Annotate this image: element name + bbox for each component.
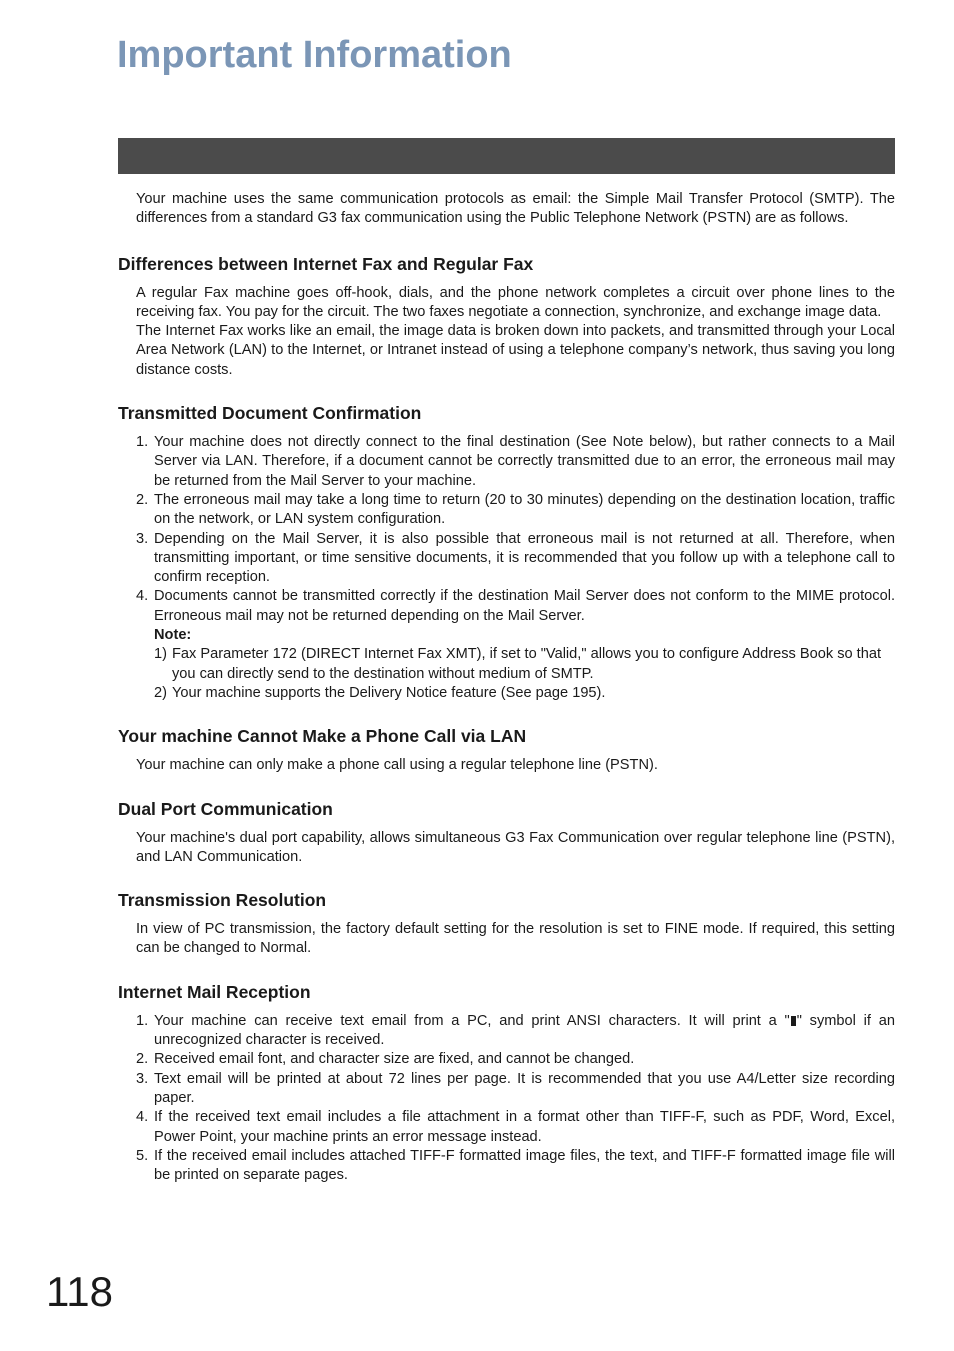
list-text: " symbol if an unrecognized character is received. [154,1012,895,1049]
list-text: Depending on the Mail Server, it is also possible that erroneous mail is not returned at all. Therefore, when transmitting important, or time sensitive documents, it is recommended that you follow up with a telephone call to confirm reception. [154,530,895,586]
section-no-phone [118,725,895,775]
list-number: 3. [136,530,149,547]
section-heading: Transmitted Document Confirmation [118,403,422,424]
list-item [136,1050,895,1069]
section-title-bar [118,138,895,174]
note-text: Your machine supports the Delivery Notice feature (See page 195). [172,684,606,701]
list-text: Received email font, and character size are fixed, and cannot be changed. [154,1051,635,1068]
section-confirmation [118,402,895,703]
list-item [136,1147,895,1186]
note-number: 2) [154,684,167,701]
section-differences [118,253,895,380]
list-text: If the received text email includes a file attachment in a format other than TIFF-F, such as PDF, Word, Excel, Power Point, your machine prints an error message instead. [154,1109,895,1145]
page-number: 118 [46,1268,113,1315]
list-text: Documents cannot be transmitted correctly if the destination Mail Server does not conform to the MIME protocol. Erroneous mail may not be returned depending on the Mail Server. [154,588,895,624]
list-text: The erroneous mail may take a long time to return (20 to 30 minutes) depending on the destination location, traffic on the network, or LAN system configuration. [154,491,895,528]
note-label: Note: [154,627,192,644]
note-item [154,645,895,684]
list-item [136,433,895,491]
list-number: 5. [136,1147,149,1164]
section-heading: Differences between Internet Fax and Regular Fax [118,253,534,274]
paragraph: Your machine can only make a phone call using a regular telephone line (PSTN). [136,757,658,774]
section-reception [118,981,895,1186]
list-item [136,491,895,530]
list-item [136,1012,895,1051]
list-text: If the received email includes attached TIFF-F formatted image files, the text, and TIFF-F formatted image file will be printed on separate pages. [154,1147,895,1184]
note-list [154,645,895,703]
list-item [136,587,895,703]
note-number: 1) [154,646,167,663]
list-number: 4. [136,588,149,605]
list-text: Text email will be printed at about 72 lines per page. It is recommended that you use A4/Letter size recording paper. [154,1070,895,1106]
section-dual-port [118,798,895,868]
paragraph: The Internet Fax works like an email, the image data is broken down into packets, and transmitted through your Local Area Network (LAN) to the Internet, or Intranet instead of using a telephone company’s network, thus saving you long distance costs. [136,323,895,378]
section-heading: Transmission Resolution [118,890,327,911]
paragraph: A regular Fax machine goes off-hook, dials, and the phone network completes a circuit over phone lines to the receiving fax. You pay for the circuit. The two faxes negotiate a connection, synchronize, and exchange image data. [136,284,895,320]
list-text: Your machine does not directly connect to the final destination (See Note below), but rather connects to a Mail Server via LAN. Therefore, if a document cannot be correctly transmitted due to an error, the erroneous mail may be returned from the Mail Server to your machine. [154,434,895,489]
section-heading: Internet Mail Reception [118,981,311,1002]
main-content [118,190,895,1207]
note-text: Fax Parameter 172 (DIRECT Internet Fax XMT), if set to "Valid," allows you to configure Address Book so that you can directly send to the destination without medium of SMTP. [172,646,882,682]
intro-paragraph: Your machine uses the same communication protocols as email: the Simple Mail Transfer Protocol (SMTP). The differences from a standard G3 fax communication using the Public Telephone Network (PSTN) are as follows. [136,191,895,227]
unrecognized-character-symbol-icon [791,1016,796,1026]
paragraph: In view of PC transmission, the factory default setting for the resolution is set to FINE mode. If required, this setting can be changed to Normal. [136,921,895,957]
paragraph: Your machine's dual port capability, allows simultaneous G3 Fax Communication over regular telephone line (PSTN), and LAN Communication. [136,829,895,865]
section-resolution [118,889,895,959]
list-item [136,1108,895,1147]
numbered-list [118,433,895,703]
list-text: Your machine can receive text email from a PC, and print ANSI characters. It will print a " [154,1012,790,1029]
numbered-list [118,1012,895,1186]
page-title: Important Information [117,34,512,76]
section-heading: Dual Port Communication [118,798,333,819]
list-number: 2. [136,1051,149,1068]
section-heading: Your machine Cannot Make a Phone Call via LAN [118,726,527,747]
list-item [136,1070,895,1109]
list-number: 1. [136,434,149,451]
list-number: 4. [136,1109,149,1126]
note-item [154,684,895,703]
list-number: 3. [136,1070,149,1087]
list-number: 1. [136,1012,149,1029]
list-number: 2. [136,491,149,508]
list-item [136,530,895,588]
